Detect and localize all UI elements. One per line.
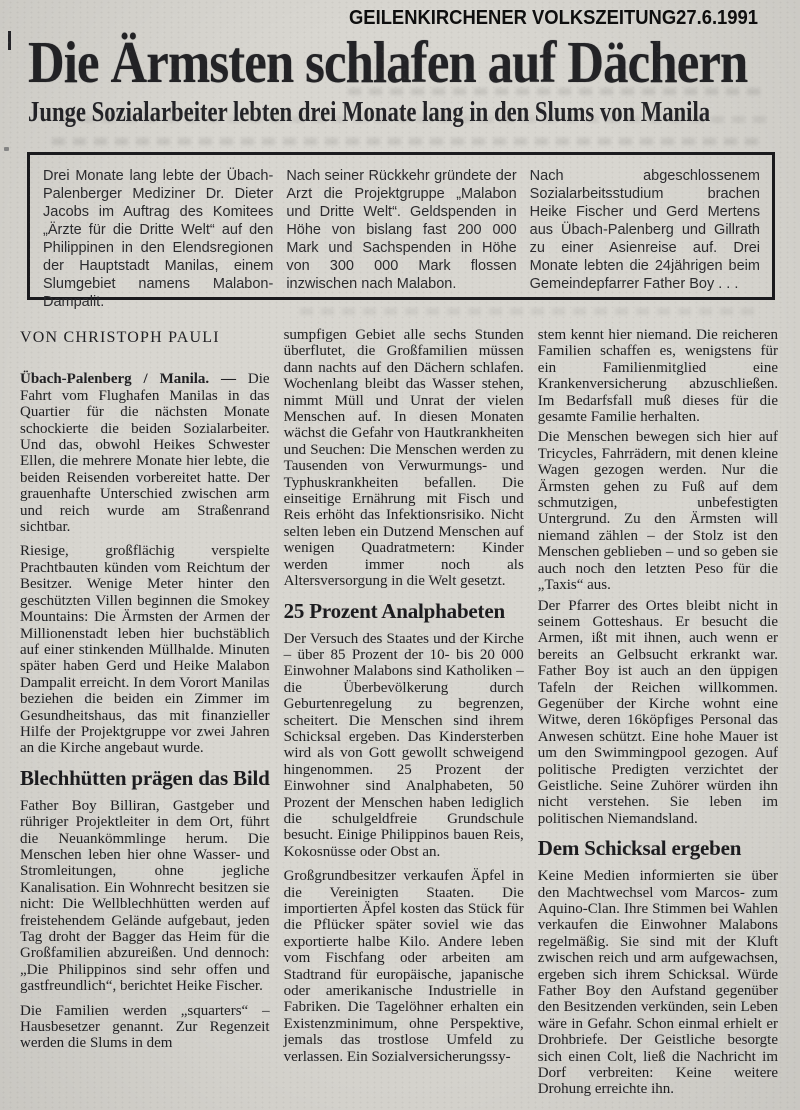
paragraph: stem kennt hier niemand. Die reicheren Familien schaffen es, wenigstens für ein Familienmitglied eine Krankenversicherung abzuschließen. Im Bedarfsfall muß dieses für die gesamte Familie herhalten.: [537, 327, 778, 426]
paragraph: [20, 371, 270, 535]
intro-column-2: Nach seiner Rückkehr gründete der Arzt die Projektgruppe „Malabon und Dritte Welt“. Geldspenden in Höhe von bislang fast 200 000 Mark und Sachspenden in Höhe von 300 000 Mark flossen inzwischen nach Malabon.: [286, 168, 517, 292]
article-body: [20, 327, 778, 1108]
paragraph: Father Boy Billiran, Gastgeber und rühriger Projektleiter in dem Ort, führt die Neuankömmlinge herum. Die Menschen leben hier ohne Wasser- und Stromleitungen, ohne jegliche Kanalisation. Ein Wohnrecht besitzen sie nicht: Die Wellblechhütten werden auf freistehendem Gelände aufgebaut, jeden Tag droht der Bagger das Heim für die Großfamilien abzureißen. Und dennoch: „Die Philippinos sind sehr offen und gastfreundlich“, berichtet Heike Fischer.: [20, 797, 270, 995]
article-column-3: [538, 327, 778, 1108]
section-heading-schicksal: Dem Schicksal ergeben: [537, 836, 742, 861]
paragraph: Die Menschen bewegen sich hier auf Tricycles, Fahrrädern, mit denen kleine Wagen gezogen werden. Nur die Ärmsten gehen zu Fuß auf dem schmutzigen, unbefestigten Untergrund. Zu den Ärmsten will niemand zählen – der Stolz ist den Menschen geblieben – und so geben sie auch noch den letzten Peso für die „Taxis“ aus.: [537, 429, 778, 594]
article-column-1: [20, 327, 270, 1108]
paragraph: Der Versuch des Staates und der Kirche – über 85 Prozent der 10- bis 20 000 Einwohner Malabons sind Katholiken – die Überbevölkerung durch Geburtenregelung zu begrenzen, scheitert. Die Menschen sind ihrem Schicksal ergeben. Das Kindersterben wird als von Gott gewollt schweigend hingenommen. 25 Prozent der Einwohner sind Analphabeten, 50 Prozent der Menschen haben lediglich die schulgeldfreie Grundschule besucht. Einige Philippinos bauen Reis, Kokosnüsse oder Obst an.: [283, 630, 524, 860]
print-bleedthrough: [300, 308, 760, 315]
paragraph: Keine Medien informierten sie über den Machtwechsel vom Marcos- zum Aquino-Clan. Ihre Stimmen bei Wahlen verkaufen die Einwohner Malabons regelmäßig. Sie sind mit der Kluft zwischen reich und arm aufgewachsen, ergeben sich ihrem Schicksal. Würde Father Boy den Aufstand gegenüber den Besitzenden verkünden, sein Leben wäre in Gefahr. Schon einmal erhielt er Drohbriefe. Der Geistliche besorgte sich einen Colt, ließ die Nachricht im Dorf verbreiten: Keine weitere Drohung erreichte ihn.: [537, 868, 778, 1098]
byline: VON CHRISTOPH PAULI: [20, 329, 220, 346]
intro-column-1: Drei Monate lang lebte der Übach-Palenberger Mediziner Dr. Dieter Jacobs im Auftrag des Komitees „Ärzte für die Dritte Welt“ auf den Philippinen in den Elendsregionen der Hauptstadt Manilas, einem Slumgebiet namens Malabon-Dampalit.: [43, 168, 274, 310]
scan-edge-artifact: [8, 31, 11, 50]
headline: Die Ärmsten schlafen auf Dächern: [28, 29, 748, 95]
paragraph-text: Die Fahrt vom Flughafen Manilas in das Quartier für die nächsten Monate schockierte die beiden Sozialarbeiter. Und das, obwohl Heikes Schwester Ellen, die mehrere Monate hier lebte, die beiden Reisenden vorbereitet hatte. Der grauenhafte Unterschied zwischen arm und reich wurde am Straßenrand sichtbar.: [20, 371, 270, 536]
newspaper-name: GEILENKIRCHENER VOLKSZEITUNG: [349, 7, 677, 29]
paragraph: Großgrundbesitzer verkaufen Äpfel in die Vereinigten Staaten. Die importierten Äpfel kosten das Stück für die Pflücker später soviel wie das exportierte halbe Kilo. Andere leben vom Fischfang oder arbeiten am Stadtrand für europäische, japanische oder amerikanische Industrielle in Fabriken. Die Tagelöhner erhalten ein Existenzminimum, ohne Perspektive, jemals das trostlose Umfeld zu verlassen. Ein Sozialversicherungssy-: [283, 868, 524, 1065]
paragraph: Der Pfarrer des Ortes bleibt nicht in seinem Gotteshaus. Er besucht die Armen, ißt mit ihnen, auch wenn er bereits an Gelbsucht erkrankt war. Father Boy ist auch an den üppigen Tafeln der Reichen willkommen. Gegenüber der Kirche wohnt eine Witwe, deren 16köpfiges Personal das Anwesen schützt. Eine hohe Mauer ist um den Swimmingpool gezogen. Auf politische Predigten verzichtet der Geistliche. Seine Zuhörer würden ihn nicht verstehen. Sie leben im politischen Niemandsland.: [537, 597, 778, 827]
section-heading-analphabeten: 25 Prozent Analphabeten: [283, 598, 505, 623]
article-column-2: [284, 327, 524, 1108]
subheadline: Junge Sozialarbeiter lebten drei Monate lang in den Slums von Manila: [28, 97, 711, 128]
intro-box: [27, 152, 775, 310]
paragraph: Riesige, großflächig verspielte Prachtbauten künden vom Reichtum der Besitzer. Wenige Meter hinter den geschützten Villen beginnen die Smokey Mountains: Die Ärmsten der Armen der Millionenstadt leben hier buchstäblich auf einer stinkenden Müllhalde. Minuten später haben Gerd und Heike Malabon Dampalit erreicht. In dem Vorort Manilas beziehen die beiden ein Zimmer im Gesundheitshaus, das mit finanzieller Hilfe der Projektgruppe vor zwei Jahren an die Kirche angebaut wurde.: [20, 543, 270, 757]
dateline-lead: Übach-Palenberg / Manila. —: [20, 371, 237, 388]
paragraph: sumpfigen Gebiet alle sechs Stunden überflutet, die Großfamilien müssen dann nachts auf den Dächern schlafen. Wochenlang bleibt das Wasser stehen, nimmt Müll und Unrat der vielen Menschen auf. In diesen Monaten wächst die Gefahr von Hautkrankheiten und Seuchen: Die Menschen werden zu Tausenden von Verwurmungs- und Typhuskrankheiten befallen. Die einseitige Ernährung mit Fisch und Reis erhöht das Infektionsrisiko. Nicht selten leben ein Dutzend Menschen auf wenigen Quadratmetern: Kinder werden immer noch als Altersversorgung in die Welt gesetzt.: [283, 327, 524, 590]
intro-column-3: Nach abgeschlossenem Sozialarbeitsstudium brachen Heike Fischer und Gerd Mertens aus Übach-Palenberg und Gillrath zu einer Asienreise auf. Drei Monate lebten die 24jährigen beim Gemeindepfarrer Father Boy . . .: [529, 168, 760, 292]
scan-edge-artifact: [4, 147, 9, 151]
print-bleedthrough: [52, 138, 766, 145]
issue-date: 27.6.1991: [676, 7, 758, 29]
paragraph: Die Familien werden „squarters“ – Hausbesetzer genannt. Zur Regenzeit werden die Slums in dem: [20, 1002, 270, 1052]
section-heading-blechhuetten: Blechhütten prägen das Bild: [20, 765, 270, 790]
masthead: [349, 7, 758, 30]
